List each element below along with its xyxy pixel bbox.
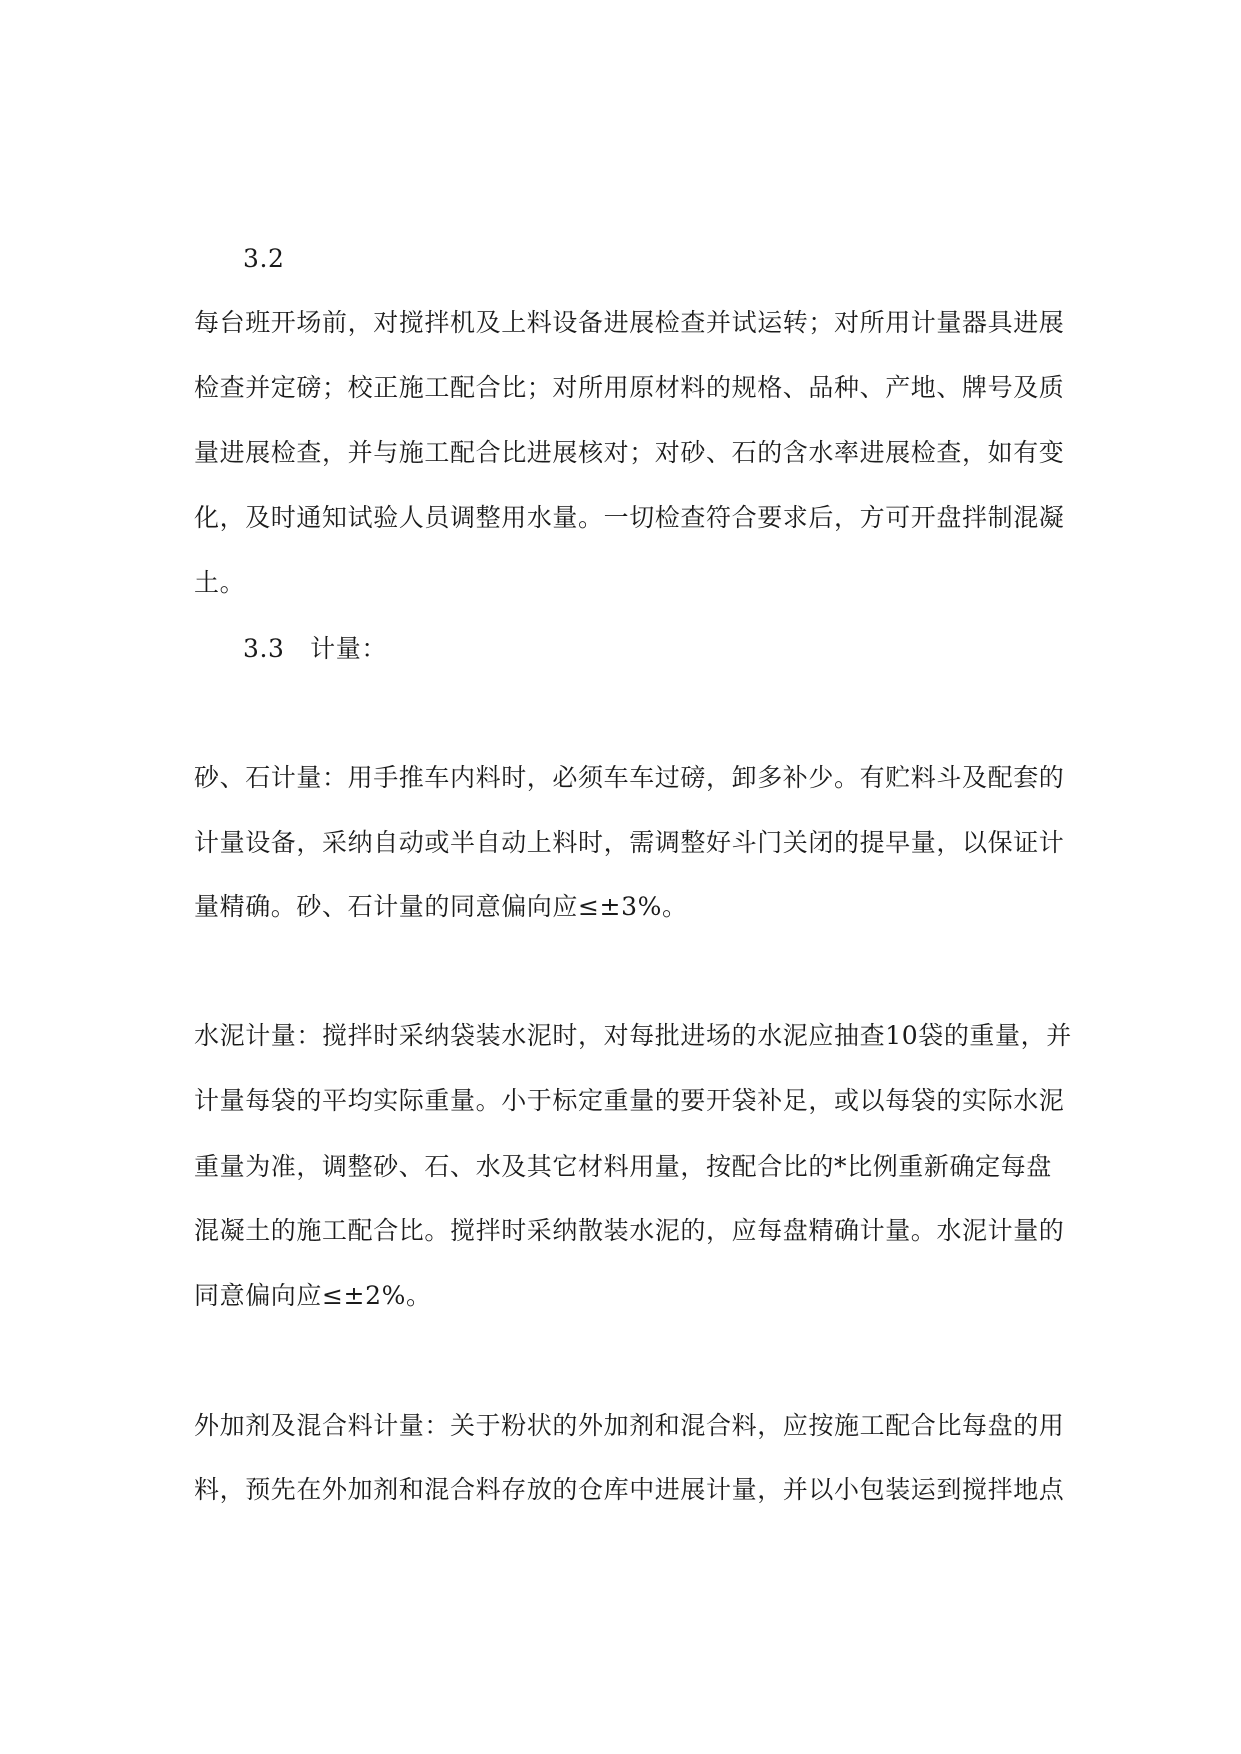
paragraph-line: 混凝土的施工配合比。搅拌时采纳散装水泥的，应每盘精确计量。水泥计量的 (194, 1216, 1065, 1245)
paragraph-line: 砂、石计量：用手推车内料时，必须车车过磅，卸多补少。有贮料斗及配套的 (194, 763, 1065, 792)
paragraph-line: 重量为准，调整砂、石、水及其它材料用量，按配合比的*比例重新确定每盘 (194, 1152, 1052, 1181)
paragraph-line: 检查并定磅；校正施工配合比；对所用原材料的规格、品种、产地、牌号及质 (194, 373, 1065, 402)
paragraph-line: 量精确。砂、石计量的同意偏向应≤±3%。 (194, 892, 688, 921)
paragraph-line: 每台班开场前，对搅拌机及上料设备进展检查并试运转；对所用计量器具进展 (194, 308, 1065, 337)
paragraph-line: 化，及时通知试验人员调整用水量。一切检查符合要求后，方可开盘拌制混凝 (194, 503, 1065, 532)
section-heading-3-2: 3.2 (243, 244, 285, 273)
paragraph-line: 土。 (194, 568, 246, 597)
paragraph-line: 外加剂及混合料计量：关于粉状的外加剂和混合料，应按施工配合比每盘的用 (194, 1411, 1065, 1440)
paragraph-line: 量进展检查，并与施工配合比进展核对；对砂、石的含水率进展检查，如有变 (194, 438, 1065, 467)
paragraph-line: 料，预先在外加剂和混合料存放的仓库中进展计量，并以小包装运到搅拌地点 (194, 1475, 1065, 1504)
section-heading-3-3: 3.3 计量： (243, 634, 387, 663)
paragraph-line: 同意偏向应≤±2%。 (194, 1281, 432, 1310)
paragraph-line: 水泥计量：搅拌时采纳袋装水泥时，对每批进场的水泥应抽查10袋的重量，并 (194, 1021, 1072, 1050)
paragraph-line: 计量每袋的平均实际重量。小于标定重量的要开袋补足，或以每袋的实际水泥 (194, 1086, 1065, 1115)
paragraph-line: 计量设备，采纳自动或半自动上料时，需调整好斗门关闭的提早量，以保证计 (194, 828, 1065, 857)
